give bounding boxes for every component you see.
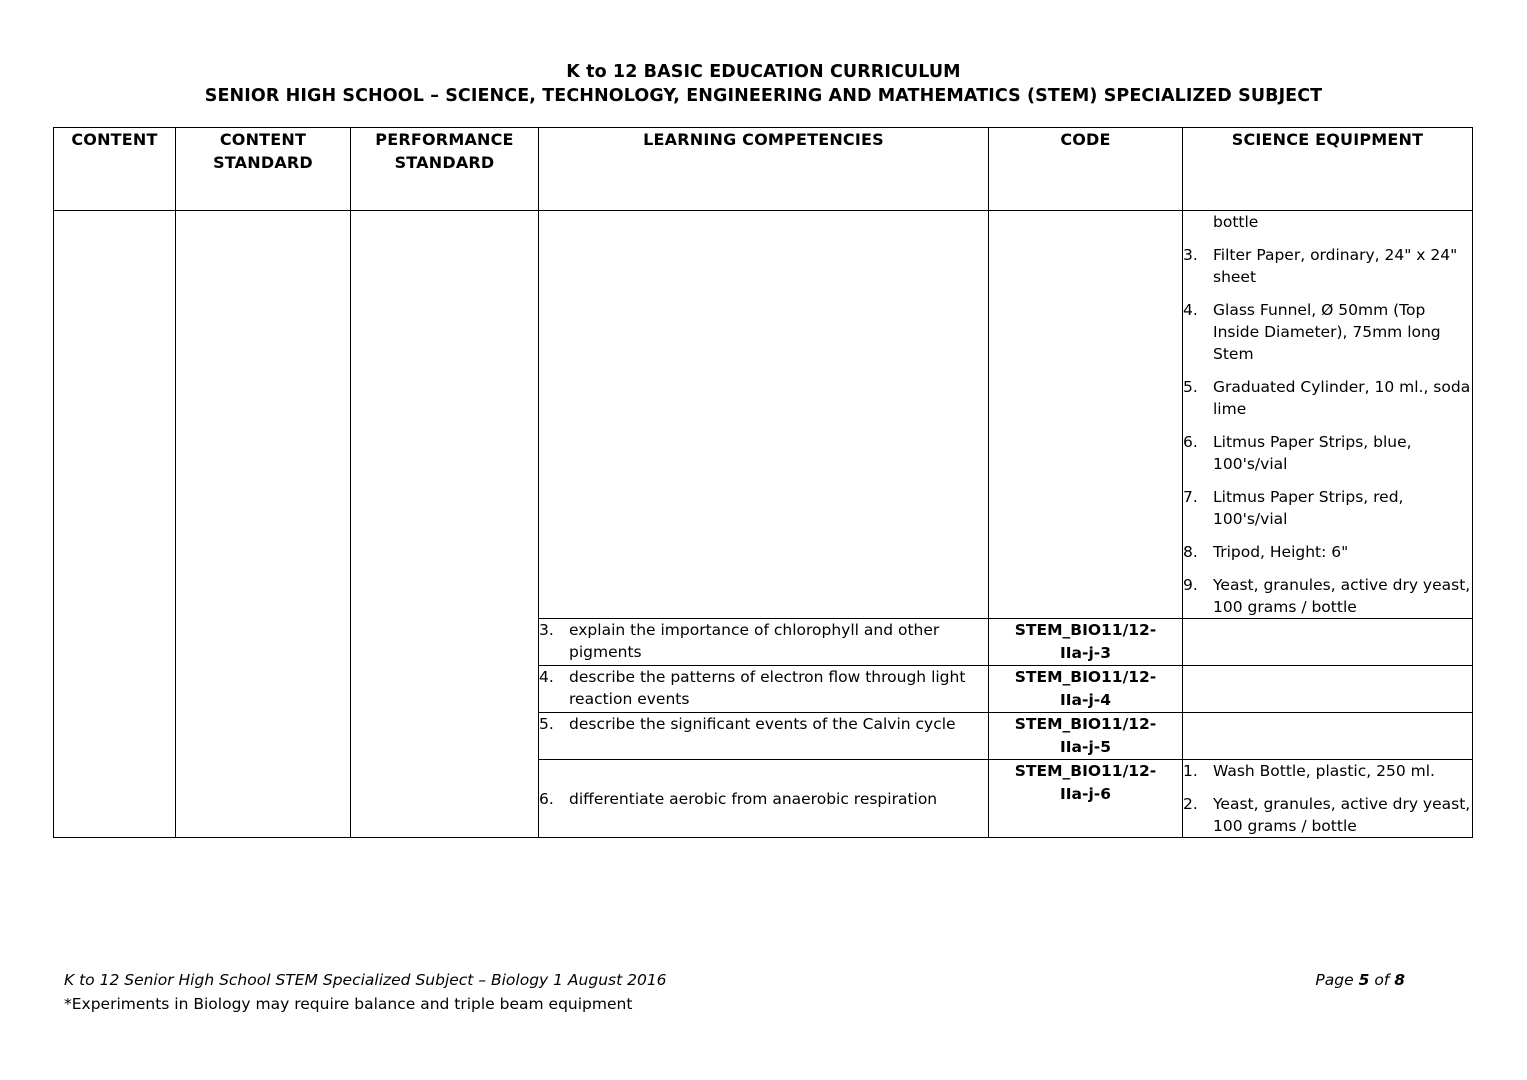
equipment-text: Litmus Paper Strips, blue, 100's/vial <box>1213 433 1412 473</box>
code-line1: STEM_BIO11/12- <box>1014 621 1157 639</box>
cell-learning-competencies <box>539 666 989 713</box>
page-label: Page <box>1315 971 1354 989</box>
competency-item <box>539 788 988 810</box>
column-header-content: CONTENT <box>54 128 176 211</box>
equipment-item <box>1183 793 1472 837</box>
equipment-item <box>1183 211 1472 233</box>
equipment-number: 7. <box>1183 488 1198 506</box>
equipment-number: 5. <box>1183 378 1198 396</box>
equipment-text: Filter Paper, ordinary, 24" x 24" sheet <box>1213 246 1458 286</box>
equipment-item <box>1183 760 1472 782</box>
cell-performance-standard <box>351 211 539 838</box>
equipment-number: 1. <box>1183 762 1198 780</box>
competency-text: explain the importance of chlorophyll and other pigments <box>569 621 940 661</box>
equipment-text: Yeast, granules, active dry yeast, 100 grams / bottle <box>1213 795 1471 835</box>
table-row-equipment-continuation <box>54 211 1473 619</box>
equipment-number: 6. <box>1183 433 1198 451</box>
cell-content <box>54 211 176 838</box>
competency-item <box>539 619 988 663</box>
cell-code <box>989 760 1183 838</box>
competency-number: 5. <box>539 715 554 733</box>
cell-code <box>989 619 1183 666</box>
code-line2: IIa-j-4 <box>1060 691 1111 709</box>
page-number <box>1315 971 1405 989</box>
code-line2: IIa-j-6 <box>1060 785 1111 803</box>
equipment-list <box>1183 211 1472 618</box>
equipment-text: bottle <box>1213 213 1259 231</box>
column-header-performance-standard-line2: STANDARD <box>394 153 495 172</box>
document-footer <box>0 968 1527 1028</box>
cell-learning-competencies-empty <box>539 211 989 619</box>
footer-note-line: *Experiments in Biology may require balance and triple beam equipment <box>64 995 633 1013</box>
equipment-number: 8. <box>1183 543 1198 561</box>
equipment-item <box>1183 376 1472 420</box>
column-header-performance-standard-line1: PERFORMANCE <box>375 130 514 149</box>
equipment-number: 9. <box>1183 576 1198 594</box>
equipment-text: Graduated Cylinder, 10 ml., soda lime <box>1213 378 1471 418</box>
page-of-label: of <box>1374 971 1390 989</box>
column-header-content-standard-line2: STANDARD <box>213 153 313 172</box>
code-line1: STEM_BIO11/12- <box>1014 762 1157 780</box>
equipment-item <box>1183 574 1472 618</box>
equipment-text: Yeast, granules, active dry yeast, 100 grams / bottle <box>1213 576 1471 616</box>
footer-subject-line: K to 12 Senior High School STEM Specialized Subject – Biology 1 August 2016 <box>64 971 667 989</box>
column-header-content-standard <box>176 128 351 211</box>
cell-science-equipment <box>1183 713 1473 760</box>
equipment-item <box>1183 244 1472 288</box>
column-header-code: CODE <box>989 128 1183 211</box>
equipment-number: 2. <box>1183 795 1198 813</box>
cell-science-equipment-continuation <box>1183 211 1473 619</box>
cell-content-standard <box>176 211 351 838</box>
equipment-text: Glass Funnel, Ø 50mm (Top Inside Diameter), 75mm long Stem <box>1213 301 1441 363</box>
cell-code <box>989 666 1183 713</box>
cell-code <box>989 713 1183 760</box>
competency-number: 3. <box>539 621 554 639</box>
page-current: 5 <box>1358 971 1370 989</box>
equipment-text: Tripod, Height: 6" <box>1213 543 1349 561</box>
footer-left-text <box>64 968 667 1016</box>
column-header-science-equipment: SCIENCE EQUIPMENT <box>1183 128 1473 211</box>
cell-learning-competencies <box>539 713 989 760</box>
cell-science-equipment <box>1183 760 1473 838</box>
cell-science-equipment <box>1183 666 1473 713</box>
code-line1: STEM_BIO11/12- <box>1014 715 1157 733</box>
page-total: 8 <box>1394 971 1405 989</box>
column-header-learning-competencies: LEARNING COMPETENCIES <box>539 128 989 211</box>
competency-number: 4. <box>539 668 554 686</box>
cell-learning-competencies <box>539 619 989 666</box>
equipment-list <box>1183 760 1472 837</box>
code-line1: STEM_BIO11/12- <box>1014 668 1157 686</box>
document-header <box>0 60 1527 108</box>
column-header-performance-standard <box>351 128 539 211</box>
code-line2: IIa-j-3 <box>1060 644 1111 662</box>
cell-learning-competencies <box>539 760 989 838</box>
code-line2: IIa-j-5 <box>1060 738 1111 756</box>
competency-text: describe the significant events of the Calvin cycle <box>569 715 956 733</box>
header-title-line2: SENIOR HIGH SCHOOL – SCIENCE, TECHNOLOGY, ENGINEERING AND MATHEMATICS (STEM) SPECIALIZED SUBJECT <box>204 86 1323 106</box>
equipment-number: 3. <box>1183 246 1198 264</box>
competency-item <box>539 713 988 735</box>
competency-text: differentiate aerobic from anaerobic respiration <box>569 789 938 808</box>
equipment-item <box>1183 541 1472 563</box>
equipment-item <box>1183 486 1472 530</box>
header-title-line1: K to 12 BASIC EDUCATION CURRICULUM <box>566 62 961 82</box>
table-header-row <box>54 128 1473 211</box>
equipment-text: Litmus Paper Strips, red, 100's/vial <box>1213 488 1404 528</box>
curriculum-table <box>53 127 1473 838</box>
competency-item <box>539 666 988 710</box>
equipment-number: 4. <box>1183 301 1198 319</box>
equipment-item <box>1183 299 1472 365</box>
equipment-item <box>1183 431 1472 475</box>
cell-code-empty <box>989 211 1183 619</box>
equipment-text: Wash Bottle, plastic, 250 ml. <box>1213 762 1435 780</box>
competency-number: 6. <box>539 789 554 808</box>
competency-text: describe the patterns of electron flow through light reaction events <box>569 668 966 708</box>
column-header-content-standard-line1: CONTENT <box>219 130 307 149</box>
cell-science-equipment <box>1183 619 1473 666</box>
